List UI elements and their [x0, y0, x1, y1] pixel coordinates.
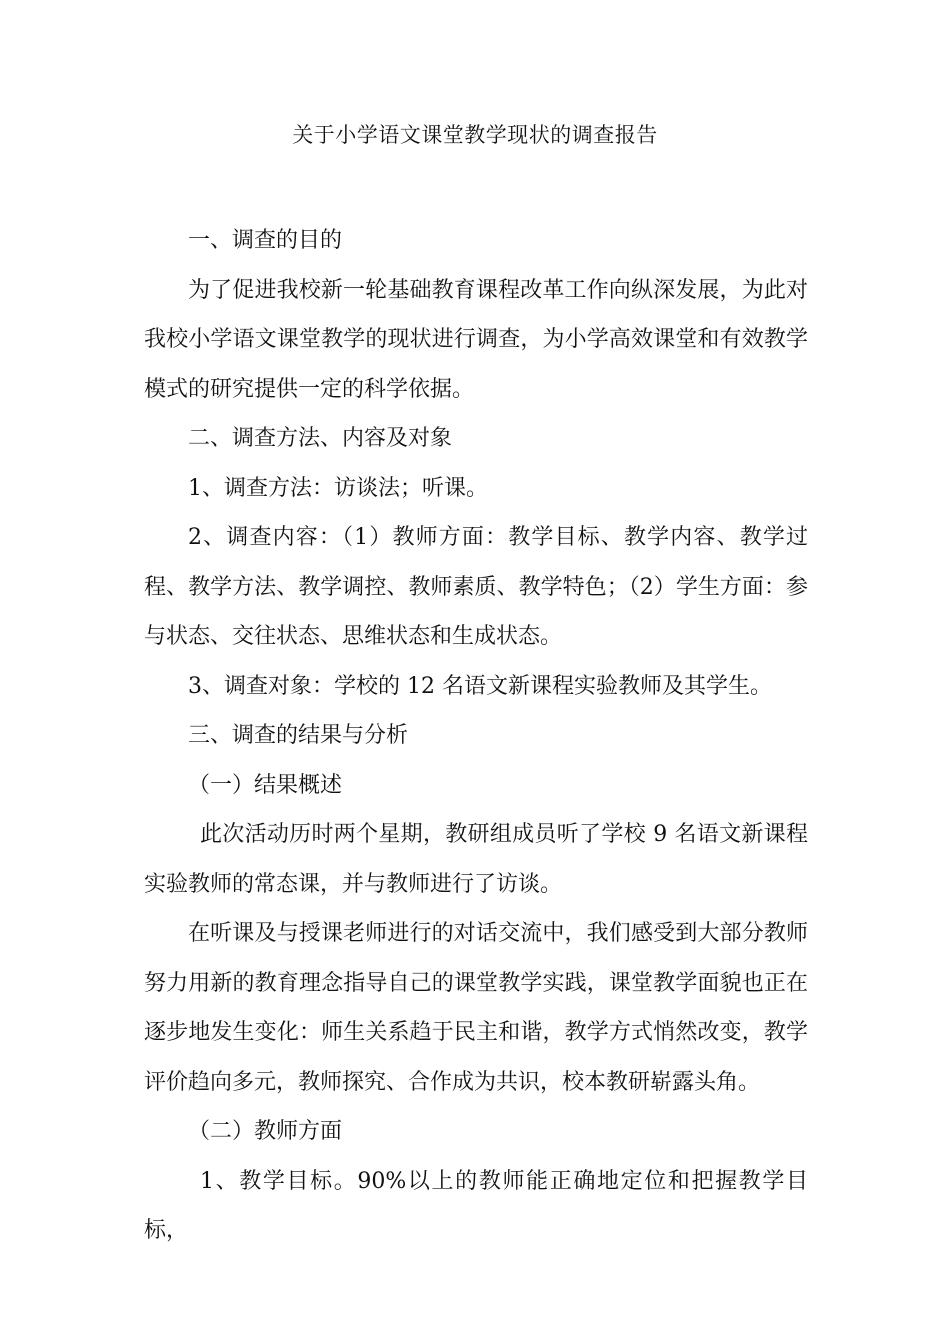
paragraph-overview: 此次活动历时两个星期，教研组成员听了学校 9 名语文新课程实验教师的常态课，并与教师进行了访谈。 [144, 822, 808, 897]
document-body [144, 216, 808, 1256]
paragraph-purpose: 为了促进我校新一轮基础教育课程改革工作向纵深发展，为此对我校小学语文课堂教学的现状进行调查，为小学高效课堂和有效教学模式的研究提供一定的科学依据。 [144, 277, 808, 402]
document-title: 关于小学语文课堂教学现状的调查报告 [292, 123, 658, 147]
paragraph-subjects: 3、调查对象：学校的 12 名语文新课程实验教师及其学生。 [188, 673, 772, 699]
paragraph-teaching-goals: 1、教学目标。90%以上的教师能正确地定位和把握教学目标， [144, 1168, 808, 1243]
paragraph-observations: 在听课及与授课老师进行的对话交流中，我们感受到大部分教师努力用新的教育理念指导自己的课堂教学实践，课堂教学面貌也正在逐步地发生变化：师生关系趋于民主和谐，教学方式悄然改变，教学评价趋向多元，教师探究、合作成为共识，校本教研崭露头角。 [144, 921, 808, 1095]
subsection-heading-overview: （一）结果概述 [188, 772, 343, 798]
section-heading-results: 三、调查的结果与分析 [188, 723, 409, 748]
subsection-heading-teachers: （二）教师方面 [188, 1119, 343, 1144]
paragraph-content: 2、调查内容：（1）教师方面：教学目标、教学内容、教学过程、教学方法、教学调控、教师素质、教学特色；（2）学生方面：参与状态、交往状态、思维状态和生成状态。 [144, 525, 808, 649]
section-heading-purpose: 一、调查的目的 [188, 228, 343, 253]
section-heading-method: 二、调查方法、内容及对象 [188, 426, 453, 451]
paragraph-method: 1、调查方法：访谈法；听课。 [188, 475, 488, 501]
